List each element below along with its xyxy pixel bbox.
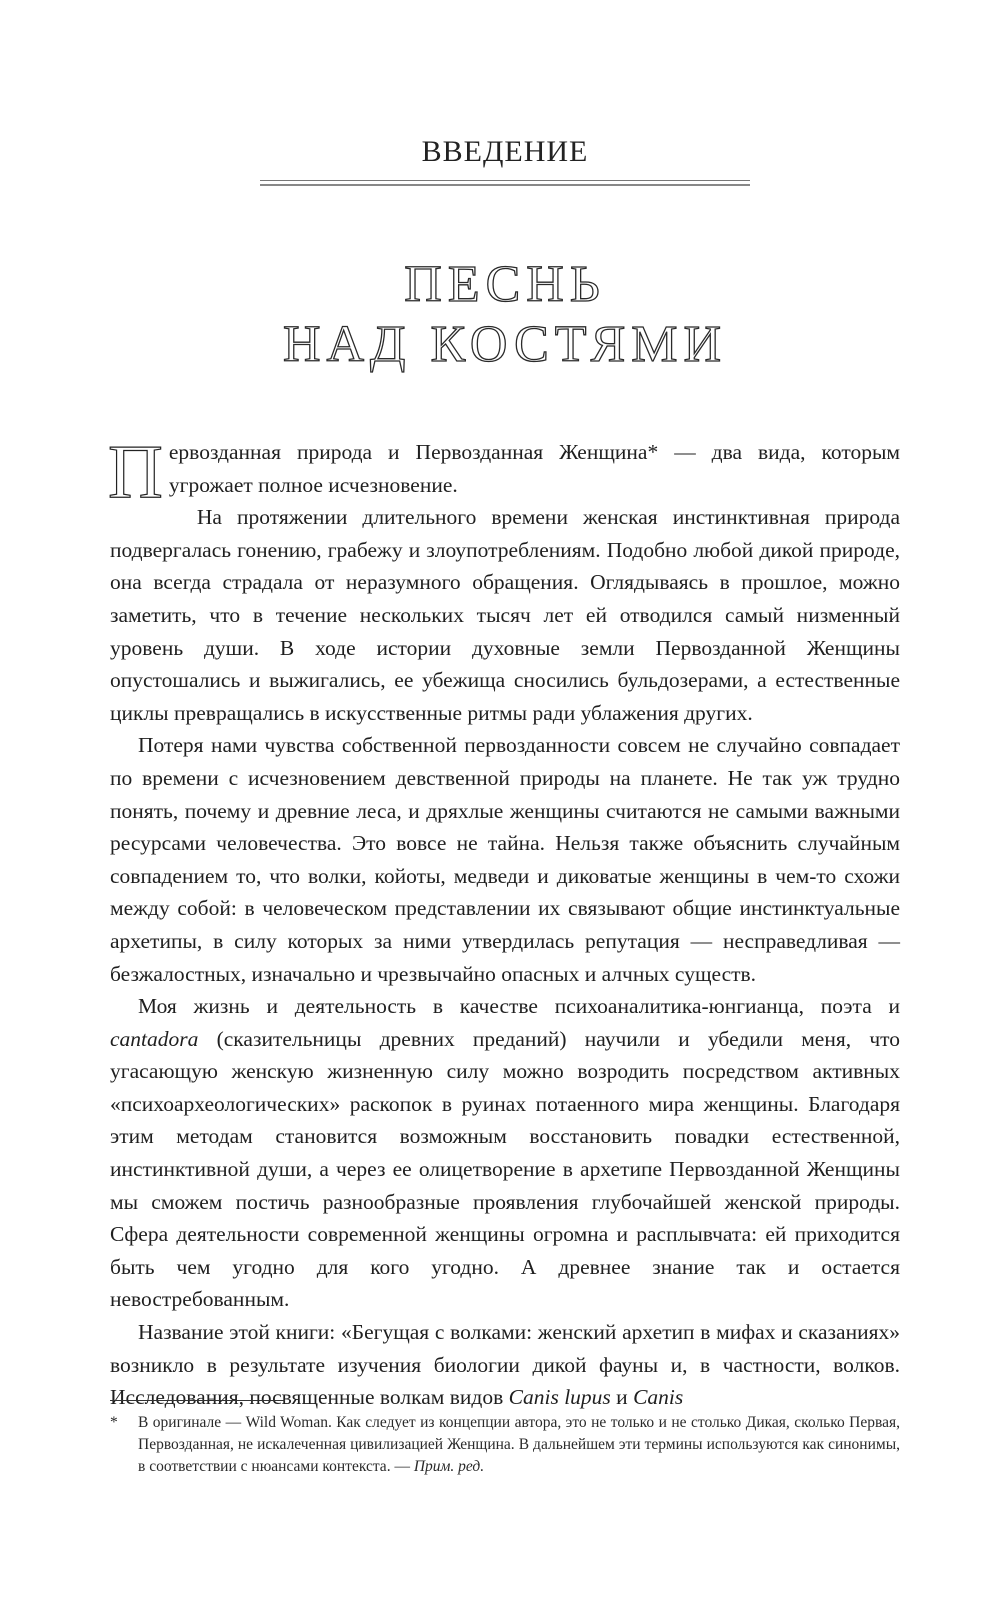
paragraph-1	[108, 430, 900, 514]
section-heading: ВВЕДЕНИЕ	[421, 135, 589, 168]
paragraph-2: На протяжении длительного времени женская инстинктивная природа подвергалась гонению, грабежу и злоупотреблениям. Подобно любой дикой природе, она всегда страдала от неразумного обращения. Оглядываясь в прошлое, можно заметить, что в течение нескольких тысяч лет ей отводился самый низменный уровень души. В ходе истории духовные земли Первозданной Женщины опустошались и выжигались, ее убежища сносились бульдозерами, а естественные циклы превращались в искусственные ритмы ради ублажения других.	[110, 505, 900, 725]
footnote	[110, 1412, 900, 1478]
footnote-editor-note: Прим. ред.	[413, 1458, 485, 1475]
footnote-body	[138, 1412, 900, 1478]
paragraph-4	[110, 990, 900, 1316]
footnote-mark: *	[110, 1414, 118, 1431]
chapter-title-line-2: НАД КОСТЯМИ	[282, 316, 728, 373]
paragraph-4-part-a: Моя жизнь и деятельность в качестве психоаналитика-юнгианца, поэта и	[138, 994, 900, 1019]
footnote-text: В оригинале — Wild Woman. Как следует из концепции автора, это не только и не столько Дикая, сколько Первая, Первозданная, не искалеченная цивилизацией Женщина. В дальнейшем эти термины используются как синонимы, в соответствии с нюансами контекста. —	[138, 1414, 900, 1475]
chapter-title	[110, 255, 900, 375]
chapter-title-line-1: ПЕСНЬ	[404, 256, 606, 313]
paragraph-4-italic: cantadora	[110, 1026, 199, 1051]
heading-rule-top	[260, 180, 750, 181]
paragraph-5-part-a: Название этой книги: «Бегущая с волками: женский архетип в мифах и сказаниях» возникло в результате изучения биологии дикой фауны и, в частности, волков. Исследования, посвященные волкам видов	[110, 1320, 900, 1410]
paragraph-5-part-b: и	[610, 1385, 634, 1410]
paragraph-5-italic-1: Canis lupus	[508, 1385, 611, 1410]
body-text	[108, 430, 900, 1414]
heading-rule	[260, 180, 750, 189]
footnote-rule	[110, 1400, 285, 1401]
paragraph-5-italic-2: Canis	[633, 1385, 684, 1410]
heading-rule-bottom	[260, 184, 750, 186]
book-page	[110, 0, 900, 1600]
paragraph-4-part-b: (сказительницы древних преданий) научили и убедили меня, что угасающую женскую жизненную силу можно возродить посредством активных «психоархеологических» раскопок в руинах потаенного мира женщины. Благодаря этим методам становится возможным восстановить повадки естественной, инстинктивной души, а через ее олицетворение в архетипе Первозданной Женщины мы сможем постичь разнообразные проявления глубочайшей женской природы. Сфера деятельности современной женщины огромна и расплывчата: ей приходится быть чем угодно для кого угодно. А древнее знание так и остается невостребованным.	[110, 1026, 900, 1312]
paragraph-1-text: ервозданная природа и Первозданная Женщина* — два вида, которым угрожает полное исчезновение.	[168, 440, 900, 497]
drop-cap: П	[108, 430, 163, 514]
paragraph-3: Потеря нами чувства собственной первозданности совсем не случайно совпадает по времени с исчезновением девственной природы на планете. Не так уж трудно понять, почему и древние леса, и дряхлые женщины считаются не самыми важными ресурсами человечества. Это вовсе не тайна. Нельзя также объяснить случайным совпадением то, что волки, койоты, медведи и диковатые женщины в чем-то схожи между собой: в человеческом представлении их связывают общие инстинктуальные архетипы, в силу которых за ними утвердилась репутация — несправедливая — безжалостных, изначально и чрезвычайно опасных и алчных существ.	[110, 733, 900, 986]
